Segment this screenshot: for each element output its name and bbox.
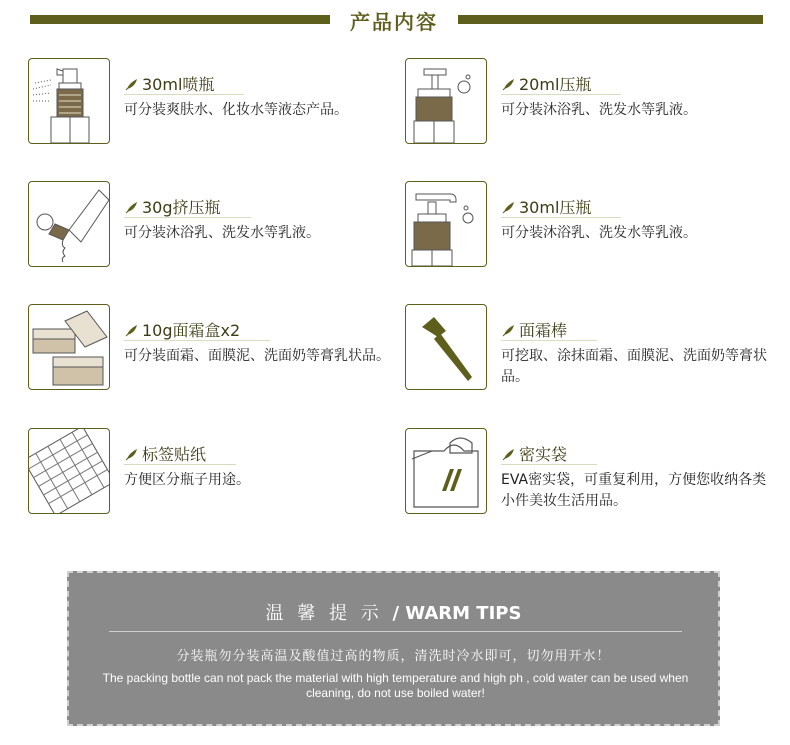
leaf-icon xyxy=(124,319,140,337)
squeeze-tube-icon xyxy=(28,181,110,267)
product-item-label-stickers xyxy=(28,428,400,524)
product-item-pump-bottle-20ml xyxy=(405,58,777,154)
leaf-icon xyxy=(501,319,517,337)
zip-bag-icon xyxy=(405,428,487,514)
cream-jar-icon xyxy=(28,304,110,390)
sticker-sheet-icon xyxy=(28,428,110,514)
warm-tips-panel xyxy=(67,571,720,726)
product-name: 30ml压瓶 xyxy=(501,195,621,218)
product-desc: 可分装面霜、面膜泥、洗面奶等膏乳状品。 xyxy=(124,348,390,364)
leaf-icon xyxy=(501,73,517,91)
spray-bottle-icon xyxy=(28,58,110,144)
header-bar-left xyxy=(30,15,330,24)
product-name: 10g面霜盒x2 xyxy=(124,318,270,341)
leaf-icon xyxy=(124,443,140,461)
lotion-pump-icon xyxy=(405,181,487,267)
product-item-spatula xyxy=(405,304,777,400)
product-name: 30g挤压瓶 xyxy=(124,195,251,218)
header-bar-right xyxy=(458,15,763,24)
product-name: 面霜棒 xyxy=(501,318,597,341)
product-name: 密实袋 xyxy=(501,442,597,465)
product-item-pump-bottle-30ml xyxy=(405,181,777,277)
pump-bottle-icon xyxy=(405,58,487,144)
spatula-icon xyxy=(405,304,487,390)
tips-chinese-text: 分装瓶勿分装高温及酸值过高的物质，清洗时冷水即可，切勿用开水！ xyxy=(176,649,611,664)
product-desc: 可分装沐浴乳、洗发水等乳液。 xyxy=(124,225,320,241)
product-name: 20ml压瓶 xyxy=(501,72,621,95)
product-item-cream-jar xyxy=(28,304,400,400)
product-desc: 可分装沐浴乳、洗发水等乳液。 xyxy=(501,225,697,241)
product-desc: 可分装爽肤水、化妆水等液态产品。 xyxy=(124,102,348,118)
product-desc: 可挖取、涂抹面霜、面膜泥、洗面奶等膏状品。 xyxy=(501,348,767,385)
product-name: 标签贴纸 xyxy=(124,442,236,465)
warm-tips-title: 温 馨 提 示 / WARM TIPS xyxy=(265,603,522,624)
tips-english-text: The packing bottle can not pack the material with high temperature and high ph , cold water can be used when cleaning, do not use boiled water! xyxy=(102,671,689,700)
product-item-squeeze-bottle xyxy=(28,181,400,277)
product-desc: 可分装沐浴乳、洗发水等乳液。 xyxy=(501,102,697,118)
product-item-zip-bag xyxy=(405,428,777,524)
product-desc: EVA密实袋，可重复利用，方便您收纳各类小件美妆生活用品。 xyxy=(501,472,767,509)
leaf-icon xyxy=(501,196,517,214)
section-header xyxy=(0,0,790,44)
leaf-icon xyxy=(124,196,140,214)
leaf-icon xyxy=(124,73,140,91)
leaf-icon xyxy=(501,443,517,461)
tips-divider xyxy=(109,631,682,632)
product-name: 30ml喷瓶 xyxy=(124,72,244,95)
product-desc: 方便区分瓶子用途。 xyxy=(124,472,250,488)
product-item-spray-bottle xyxy=(28,58,400,154)
section-title: 产品内容 xyxy=(350,10,438,34)
